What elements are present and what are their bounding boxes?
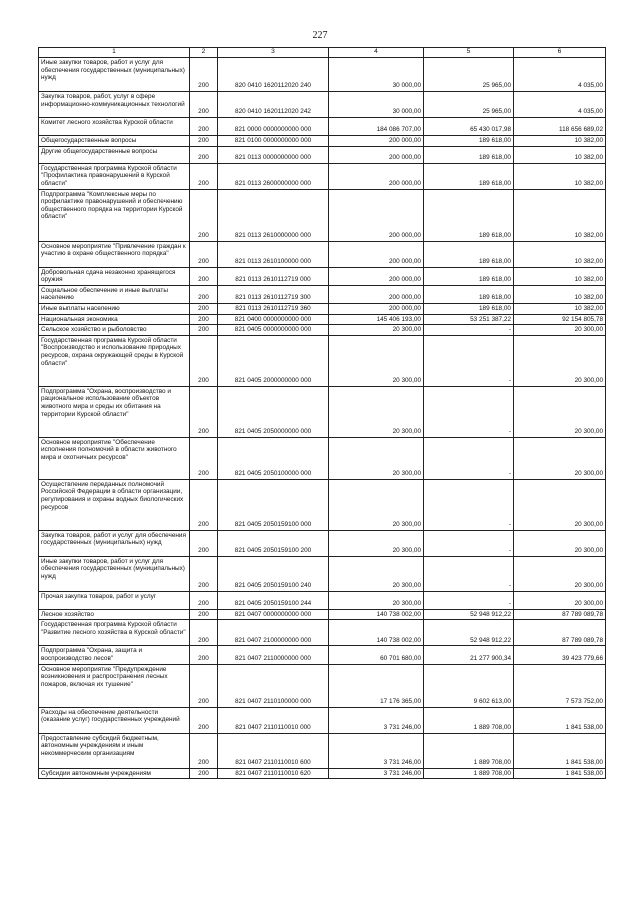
row-name-cell: Другие общегосударственные вопросы	[39, 146, 190, 163]
unexecuted-amount-cell: 1 841 538,00	[514, 707, 606, 733]
admin-code-cell: 200	[190, 118, 218, 136]
unexecuted-amount-cell: 4 035,00	[514, 58, 606, 92]
budget-code-cell: 821 0407 2110110010 600	[218, 733, 329, 768]
approved-amount-cell: 30 000,00	[329, 58, 424, 92]
approved-amount-cell: 20 300,00	[329, 479, 424, 530]
admin-code-cell: 200	[190, 530, 218, 556]
table-row	[39, 118, 606, 136]
executed-amount-cell: -	[424, 479, 514, 530]
budget-code-cell: 821 0405 2050159100 000	[218, 479, 329, 530]
executed-amount-cell: -	[424, 335, 514, 386]
executed-amount-cell: 1 889 708,00	[424, 733, 514, 768]
executed-amount-cell: -	[424, 386, 514, 437]
table-row	[39, 314, 606, 325]
admin-code-cell: 200	[190, 189, 218, 241]
unexecuted-amount-cell: 20 300,00	[514, 386, 606, 437]
budget-code-cell: 821 0113 2610100000 000	[218, 241, 329, 267]
admin-code-cell: 200	[190, 733, 218, 768]
approved-amount-cell: 3 731 246,00	[329, 707, 424, 733]
executed-amount-cell: 189 618,00	[424, 163, 514, 189]
row-name-cell: Национальная экономика	[39, 314, 190, 325]
budget-code-cell: 821 0113 2610112719 000	[218, 267, 329, 285]
column-header: 3	[218, 48, 329, 58]
admin-code-cell: 200	[190, 609, 218, 620]
executed-amount-cell: 52 948 912,22	[424, 609, 514, 620]
budget-code-cell: 821 0407 0000000000 000	[218, 609, 329, 620]
executed-amount-cell: 52 948 912,22	[424, 620, 514, 646]
approved-amount-cell: 200 000,00	[329, 303, 424, 314]
budget-code-cell: 821 0113 2610112719 300	[218, 285, 329, 303]
column-header: 4	[329, 48, 424, 58]
admin-code-cell: 200	[190, 285, 218, 303]
approved-amount-cell: 200 000,00	[329, 163, 424, 189]
budget-code-cell: 821 0405 2050000000 000	[218, 386, 329, 437]
table-row	[39, 707, 606, 733]
unexecuted-amount-cell: 20 300,00	[514, 556, 606, 591]
unexecuted-amount-cell: 118 656 689,02	[514, 118, 606, 136]
budget-code-cell: 821 0113 2610000000 000	[218, 189, 329, 241]
table-row	[39, 335, 606, 386]
row-name-cell: Лесное хозяйство	[39, 609, 190, 620]
budget-code-cell: 821 0113 0000000000 000	[218, 146, 329, 163]
unexecuted-amount-cell: 39 423 779,66	[514, 646, 606, 664]
executed-amount-cell: 65 430 017,98	[424, 118, 514, 136]
unexecuted-amount-cell: 1 841 538,00	[514, 733, 606, 768]
unexecuted-amount-cell: 10 382,00	[514, 136, 606, 147]
executed-amount-cell: 25 965,00	[424, 92, 514, 118]
admin-code-cell: 200	[190, 325, 218, 336]
row-name-cell: Общегосударственные вопросы	[39, 136, 190, 147]
budget-code-cell: 821 0000 0000000000 000	[218, 118, 329, 136]
approved-amount-cell: 200 000,00	[329, 136, 424, 147]
unexecuted-amount-cell: 10 382,00	[514, 189, 606, 241]
table-row	[39, 267, 606, 285]
approved-amount-cell: 20 300,00	[329, 530, 424, 556]
budget-code-cell: 821 0405 2050100000 000	[218, 437, 329, 479]
row-name-cell: Расходы на обеспечение деятельности (оказание услуг) государственных учреждений	[39, 707, 190, 733]
row-name-cell: Государственная программа Курской области "Развитие лесного хозяйства в Курской области"	[39, 620, 190, 646]
executed-amount-cell: 189 618,00	[424, 303, 514, 314]
row-name-cell: Иные закупки товаров, работ и услуг для обеспечения государственных (муниципальных) нужд	[39, 556, 190, 591]
budget-code-cell: 821 0405 2050159100 240	[218, 556, 329, 591]
unexecuted-amount-cell: 20 300,00	[514, 437, 606, 479]
row-name-cell: Подпрограмма "Комплексные меры по профилактике правонарушений и обеспечению общественного порядка на территории Курской области"	[39, 189, 190, 241]
approved-amount-cell: 30 000,00	[329, 92, 424, 118]
admin-code-cell: 200	[190, 303, 218, 314]
budget-code-cell: 821 0405 2000000000 000	[218, 335, 329, 386]
unexecuted-amount-cell: 10 382,00	[514, 163, 606, 189]
admin-code-cell: 200	[190, 136, 218, 147]
executed-amount-cell: 53 251 387,22	[424, 314, 514, 325]
row-name-cell: Государственная программа Курской области "Воспроизводство и использование природных ресурсов, охрана окружающей среды в Курской области"	[39, 335, 190, 386]
admin-code-cell: 200	[190, 707, 218, 733]
budget-code-cell: 821 0113 2600000000 000	[218, 163, 329, 189]
executed-amount-cell: 25 965,00	[424, 58, 514, 92]
approved-amount-cell: 184 086 707,00	[329, 118, 424, 136]
admin-code-cell: 200	[190, 591, 218, 609]
row-name-cell: Осуществление переданных полномочий Российской Федерации в области организации, регулирования и охраны водных биологических ресурсов	[39, 479, 190, 530]
unexecuted-amount-cell: 10 382,00	[514, 303, 606, 314]
admin-code-cell: 200	[190, 664, 218, 707]
table-row	[39, 386, 606, 437]
admin-code-cell: 200	[190, 92, 218, 118]
admin-code-cell: 200	[190, 437, 218, 479]
row-name-cell: Сельское хозяйство и рыболовство	[39, 325, 190, 336]
executed-amount-cell: 21 277 900,34	[424, 646, 514, 664]
admin-code-cell: 200	[190, 163, 218, 189]
admin-code-cell: 200	[190, 479, 218, 530]
budget-code-cell: 821 0407 2110100000 000	[218, 664, 329, 707]
admin-code-cell: 200	[190, 768, 218, 779]
unexecuted-amount-cell: 87 789 089,78	[514, 609, 606, 620]
unexecuted-amount-cell: 4 035,00	[514, 92, 606, 118]
approved-amount-cell: 20 300,00	[329, 325, 424, 336]
unexecuted-amount-cell: 1 841 538,00	[514, 768, 606, 779]
budget-code-cell: 821 0405 2050159100 200	[218, 530, 329, 556]
approved-amount-cell: 17 176 365,00	[329, 664, 424, 707]
budget-code-cell: 820 0410 1620112020 240	[218, 58, 329, 92]
approved-amount-cell: 3 731 246,00	[329, 733, 424, 768]
approved-amount-cell: 20 300,00	[329, 591, 424, 609]
unexecuted-amount-cell: 92 154 805,78	[514, 314, 606, 325]
unexecuted-amount-cell: 10 382,00	[514, 285, 606, 303]
column-header: 6	[514, 48, 606, 58]
row-name-cell: Государственная программа Курской области "Профилактика правонарушений в Курской области"	[39, 163, 190, 189]
admin-code-cell: 200	[190, 386, 218, 437]
row-name-cell: Закупка товаров, работ, услуг в сфере информационно-коммуникационных технологий	[39, 92, 190, 118]
budget-code-cell: 821 0407 2100000000 000	[218, 620, 329, 646]
approved-amount-cell: 200 000,00	[329, 189, 424, 241]
admin-code-cell: 200	[190, 146, 218, 163]
executed-amount-cell: -	[424, 556, 514, 591]
executed-amount-cell: 189 618,00	[424, 136, 514, 147]
table-row	[39, 163, 606, 189]
table-row	[39, 241, 606, 267]
row-name-cell: Социальное обеспечение и иные выплаты населению	[39, 285, 190, 303]
table-row	[39, 733, 606, 768]
budget-code-cell: 821 0407 2110000000 000	[218, 646, 329, 664]
executed-amount-cell: 1 889 708,00	[424, 768, 514, 779]
unexecuted-amount-cell: 20 300,00	[514, 591, 606, 609]
admin-code-cell: 200	[190, 241, 218, 267]
approved-amount-cell: 3 731 246,00	[329, 768, 424, 779]
row-name-cell: Подпрограмма "Охрана, воспроизводство и рациональное использование объектов животного мира и среды их обитания на территории Курской области"	[39, 386, 190, 437]
executed-amount-cell: -	[424, 325, 514, 336]
unexecuted-amount-cell: 20 300,00	[514, 325, 606, 336]
budget-code-cell: 821 0407 2110110010 000	[218, 707, 329, 733]
table-row	[39, 303, 606, 314]
table-row	[39, 609, 606, 620]
row-name-cell: Основное мероприятие "Обеспечение исполнения полномочий в области животного мира и охотничьих ресурсов"	[39, 437, 190, 479]
executed-amount-cell: 1 889 708,00	[424, 707, 514, 733]
row-name-cell: Основное мероприятие "Привлечение граждан к участию в охране общественного порядка"	[39, 241, 190, 267]
unexecuted-amount-cell: 10 382,00	[514, 146, 606, 163]
executed-amount-cell: 189 618,00	[424, 189, 514, 241]
admin-code-cell: 200	[190, 314, 218, 325]
row-name-cell: Иные выплаты населению	[39, 303, 190, 314]
column-number-row	[39, 48, 606, 58]
row-name-cell: Предоставление субсидий бюджетным, автономным учреждениям и иным некоммерческим организациям	[39, 733, 190, 768]
budget-code-cell: 821 0405 0000000000 000	[218, 325, 329, 336]
table-row	[39, 479, 606, 530]
approved-amount-cell: 145 406 193,00	[329, 314, 424, 325]
approved-amount-cell: 20 300,00	[329, 437, 424, 479]
table-row	[39, 285, 606, 303]
approved-amount-cell: 140 738 002,00	[329, 609, 424, 620]
unexecuted-amount-cell: 20 300,00	[514, 479, 606, 530]
approved-amount-cell: 200 000,00	[329, 267, 424, 285]
executed-amount-cell: -	[424, 591, 514, 609]
column-header: 1	[39, 48, 190, 58]
unexecuted-amount-cell: 20 300,00	[514, 335, 606, 386]
table-row	[39, 591, 606, 609]
executed-amount-cell: 9 602 613,00	[424, 664, 514, 707]
table-row	[39, 58, 606, 92]
approved-amount-cell: 200 000,00	[329, 241, 424, 267]
row-name-cell: Добровольная сдача незаконно хранящегося оружия	[39, 267, 190, 285]
table-row	[39, 437, 606, 479]
row-name-cell: Основное мероприятие "Предупреждение возникновения и распространения лесных пожаров, включая их тушение"	[39, 664, 190, 707]
admin-code-cell: 200	[190, 58, 218, 92]
table-row	[39, 325, 606, 336]
approved-amount-cell: 140 738 002,00	[329, 620, 424, 646]
admin-code-cell: 200	[190, 556, 218, 591]
row-name-cell: Субсидии автономным учреждениям	[39, 768, 190, 779]
budget-execution-table	[38, 47, 606, 779]
approved-amount-cell: 200 000,00	[329, 146, 424, 163]
executed-amount-cell: -	[424, 530, 514, 556]
budget-code-cell: 821 0100 0000000000 000	[218, 136, 329, 147]
admin-code-cell: 200	[190, 646, 218, 664]
budget-code-cell: 821 0405 2050159100 244	[218, 591, 329, 609]
table-row	[39, 556, 606, 591]
unexecuted-amount-cell: 87 789 089,78	[514, 620, 606, 646]
executed-amount-cell: 189 618,00	[424, 267, 514, 285]
budget-code-cell: 820 0410 1620112020 242	[218, 92, 329, 118]
page-number: 227	[312, 30, 328, 41]
approved-amount-cell: 20 300,00	[329, 386, 424, 437]
table-row	[39, 768, 606, 779]
column-header: 5	[424, 48, 514, 58]
approved-amount-cell: 20 300,00	[329, 556, 424, 591]
table-row	[39, 136, 606, 147]
table-row	[39, 646, 606, 664]
unexecuted-amount-cell: 7 573 752,00	[514, 664, 606, 707]
approved-amount-cell: 20 300,00	[329, 335, 424, 386]
unexecuted-amount-cell: 10 382,00	[514, 267, 606, 285]
table-row	[39, 620, 606, 646]
table-row	[39, 92, 606, 118]
budget-code-cell: 821 0400 0000000000 000	[218, 314, 329, 325]
unexecuted-amount-cell: 10 382,00	[514, 241, 606, 267]
executed-amount-cell: 189 618,00	[424, 241, 514, 267]
executed-amount-cell: 189 618,00	[424, 146, 514, 163]
row-name-cell: Подпрограмма "Охрана, защита и воспроизводство лесов"	[39, 646, 190, 664]
row-name-cell: Закупка товаров, работ и услуг для обеспечения государственных (муниципальных) нужд	[39, 530, 190, 556]
admin-code-cell: 200	[190, 267, 218, 285]
row-name-cell: Комитет лесного хозяйства Курской области	[39, 118, 190, 136]
table-row	[39, 146, 606, 163]
column-header: 2	[190, 48, 218, 58]
unexecuted-amount-cell: 20 300,00	[514, 530, 606, 556]
budget-code-cell: 821 0407 2110110010 620	[218, 768, 329, 779]
executed-amount-cell: -	[424, 437, 514, 479]
approved-amount-cell: 60 701 680,00	[329, 646, 424, 664]
admin-code-cell: 200	[190, 620, 218, 646]
admin-code-cell: 200	[190, 335, 218, 386]
row-name-cell: Прочая закупка товаров, работ и услуг	[39, 591, 190, 609]
table-row	[39, 189, 606, 241]
table-row	[39, 530, 606, 556]
approved-amount-cell: 200 000,00	[329, 285, 424, 303]
row-name-cell: Иные закупки товаров, работ и услуг для обеспечения государственных (муниципальных) нужд	[39, 58, 190, 92]
budget-code-cell: 821 0113 2610112719 360	[218, 303, 329, 314]
executed-amount-cell: 189 618,00	[424, 285, 514, 303]
table-row	[39, 664, 606, 707]
